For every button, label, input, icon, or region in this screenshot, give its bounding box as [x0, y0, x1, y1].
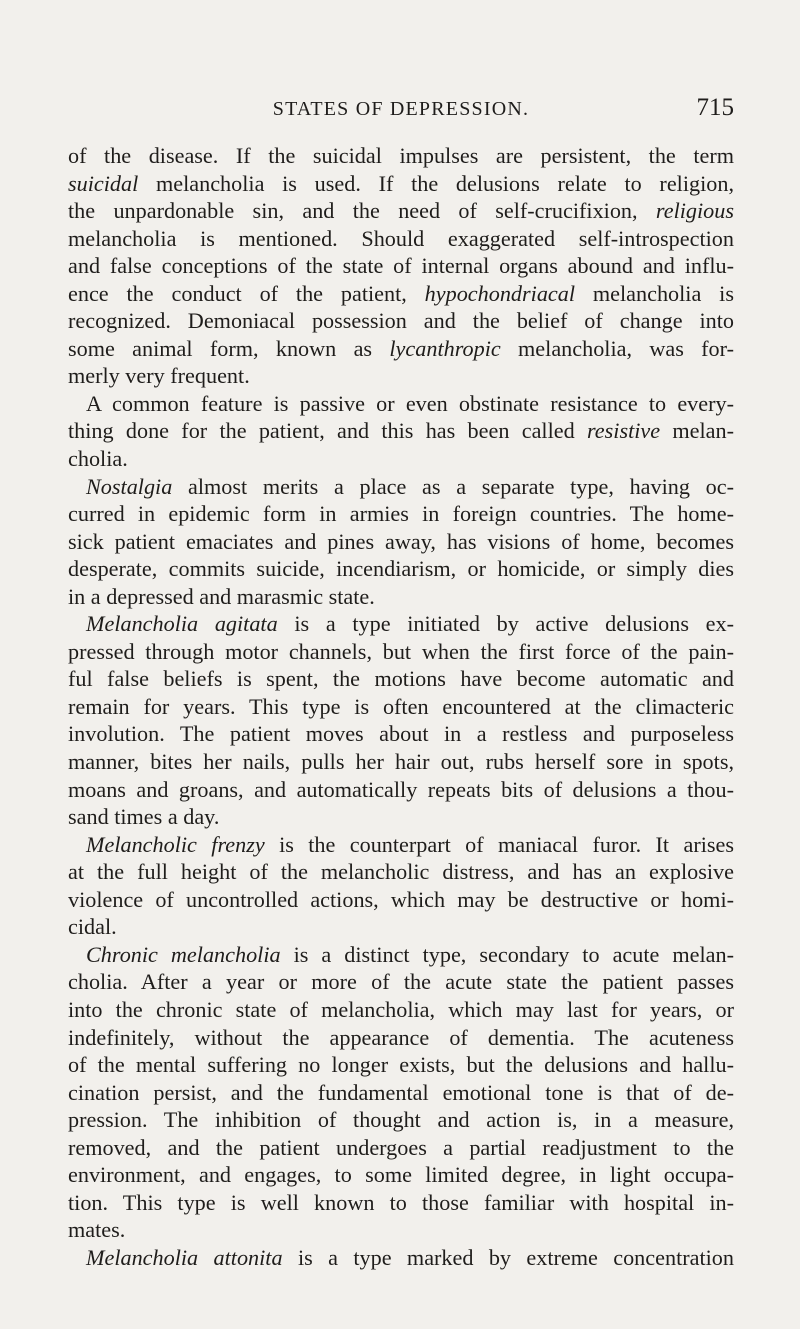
text-line — [68, 720, 734, 748]
text-run: melancholia is mentioned. Should exaggerated self-introspection — [68, 225, 734, 251]
text-run: ful false beliefs is spent, the motions have become automatic and — [68, 666, 734, 692]
text-run: recognized. Demoniacal possession and the belief of change into — [68, 308, 734, 334]
text-line — [68, 748, 734, 776]
text-line — [68, 335, 734, 363]
text-run: is a distinct type, secondary to acute melan- — [280, 941, 734, 967]
text-line — [68, 1051, 734, 1079]
text-line — [68, 886, 734, 914]
text-line — [68, 390, 734, 418]
text-line — [68, 776, 734, 804]
text-run: pression. The inhibition of thought and action is, in a measure, — [68, 1107, 734, 1133]
text-run: merly very frequent. — [68, 363, 250, 389]
italic-term: resistive — [586, 418, 661, 444]
text-run: indefinitely, without the appearance of dementia. The acuteness — [68, 1024, 734, 1050]
text-line — [68, 1161, 734, 1189]
text-line — [68, 252, 734, 280]
text-run: cholia. — [68, 446, 128, 472]
text-run: the unpardonable sin, and the need of self-crucifixion, — [68, 198, 656, 224]
text-run: sand times a day. — [68, 804, 220, 830]
text-run: at the full height of the melancholic distress, and has an explosive — [68, 859, 734, 885]
text-line — [68, 665, 734, 693]
text-line — [68, 170, 734, 198]
italic-term: Melancholic frenzy — [86, 831, 265, 857]
text-run: removed, and the patient undergoes a partial readjustment to the — [68, 1134, 734, 1160]
text-line — [68, 1134, 734, 1162]
italic-term: Melancholia agitata — [86, 611, 278, 637]
text-line — [68, 500, 734, 528]
italic-term: Melancholia attonita — [86, 1244, 283, 1270]
text-run: curred in epidemic form in armies in foreign countries. The home- — [68, 501, 734, 527]
italic-term: lycanthropic — [389, 335, 501, 361]
text-line — [68, 1189, 734, 1217]
text-line — [68, 913, 734, 941]
text-run: is a type marked by extreme concentration — [282, 1244, 734, 1270]
text-line — [68, 445, 734, 473]
italic-term: Chronic melancholia — [86, 941, 281, 967]
text-line — [68, 197, 734, 225]
text-line — [68, 280, 734, 308]
text-run: A common feature is passive or even obstinate resistance to every- — [86, 390, 734, 416]
text-run: into the chronic state of melancholia, which may last for years, or — [68, 996, 734, 1022]
text-run: cination persist, and the fundamental emotional tone is that of de- — [68, 1079, 734, 1105]
text-run: of the disease. If the suicidal impulses are persistent, the term — [68, 143, 734, 168]
text-run: mates. — [68, 1217, 126, 1243]
italic-term: Nostalgia — [86, 473, 173, 499]
text-run: sick patient emaciates and pines away, has visions of home, becomes — [68, 528, 734, 554]
text-run: almost merits a place as a separate type, having oc- — [172, 473, 734, 499]
text-run: some animal form, known as — [68, 335, 390, 361]
text-run: moans and groans, and automatically repeats bits of delusions a thou- — [68, 776, 734, 802]
text-line — [68, 225, 734, 253]
text-line — [68, 941, 734, 969]
text-run: environment, and engages, to some limited degree, in light occupa- — [68, 1162, 734, 1188]
text-run: ence the conduct of the patient, — [68, 280, 425, 306]
text-line — [68, 1079, 734, 1107]
text-run: violence of uncontrolled actions, which may be destructive or homi- — [68, 886, 734, 912]
text-line — [68, 528, 734, 556]
text-line — [68, 831, 734, 859]
text-run: thing done for the patient, and this has been called — [68, 418, 587, 444]
text-line — [68, 142, 734, 170]
text-line — [68, 417, 734, 445]
text-run: involution. The patient moves about in a restless and purposeless — [68, 721, 734, 747]
page-number: 715 — [696, 94, 734, 121]
text-line — [68, 1024, 734, 1052]
text-run: remain for years. This type is often encountered at the climacteric — [68, 693, 734, 719]
text-line — [68, 473, 734, 501]
running-head — [68, 96, 734, 126]
italic-term: hypochondriacal — [424, 280, 576, 306]
text-line — [68, 968, 734, 996]
text-line — [68, 1106, 734, 1134]
text-run: melancholia is — [575, 280, 734, 306]
text-run: melan- — [660, 418, 734, 444]
text-line — [68, 362, 734, 390]
italic-term: suicidal — [68, 170, 139, 196]
text-run: cholia. After a year or more of the acute state the patient passes — [68, 969, 734, 995]
text-run: cidal. — [68, 914, 117, 940]
text-run: pressed through motor channels, but when the first force of the pain- — [68, 638, 734, 664]
text-line — [68, 803, 734, 831]
text-line — [68, 693, 734, 721]
text-line — [68, 307, 734, 335]
text-run: is a type initiated by active delusions ex- — [277, 611, 735, 637]
text-line — [68, 1244, 734, 1272]
text-line — [68, 555, 734, 583]
text-run: melancholia, was for- — [500, 335, 734, 361]
text-run: desperate, commits suicide, incendiarism, or homicide, or simply dies — [68, 556, 734, 582]
body-text — [68, 142, 734, 1271]
text-run: in a depressed and marasmic state. — [68, 583, 375, 609]
text-run: is the counterpart of maniacal furor. It arises — [264, 831, 735, 857]
italic-term: religious — [655, 198, 734, 224]
text-line — [68, 583, 734, 611]
text-run: of the mental suffering no longer exists, but the delusions and hallu- — [68, 1052, 734, 1078]
text-line — [68, 610, 734, 638]
text-run: melancholia is used. If the delusions relate to religion, — [138, 170, 734, 196]
text-line — [68, 638, 734, 666]
running-title: STATES OF DEPRESSION. — [272, 98, 530, 120]
text-line — [68, 1216, 734, 1244]
text-run: tion. This type is well known to those familiar with hospital in- — [68, 1189, 734, 1215]
text-run: manner, bites her nails, pulls her hair out, rubs herself sore in spots, — [68, 749, 734, 775]
text-run: and false conceptions of the state of internal organs abound and influ- — [68, 253, 734, 279]
text-line — [68, 858, 734, 886]
text-line — [68, 996, 734, 1024]
